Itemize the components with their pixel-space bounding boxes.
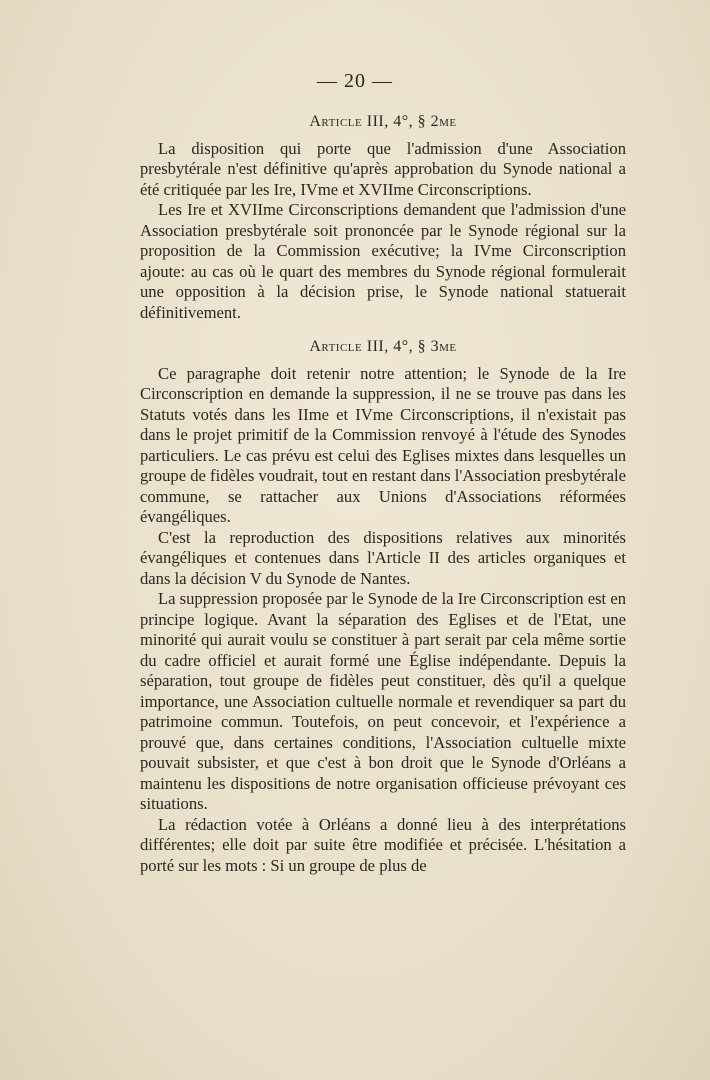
paragraph: La disposition qui porte que l'admission d'une Association presbytérale n'est définitive qu'après approbation du Synode national a été critiquée par les Ire, IVme et XVIIme Circonscriptions.	[140, 138, 626, 199]
page-number: — 20 —	[317, 70, 393, 92]
paragraph: C'est la reproduction des dispositions relatives aux minorités évangéliques et contenues dans l'Article II des articles organiques et dans la décision V du Synode de Nantes.	[140, 527, 626, 588]
paragraph: La rédaction votée à Orléans a donné lieu à des interprétations différentes; elle doit par suite être modifiée et précisée. L'hésitation a porté sur les mots : Si un groupe de plus de	[140, 814, 626, 875]
paragraph: Ce paragraphe doit retenir notre attention; le Synode de la Ire Circonscription en demande la suppression, il ne se trouve pas dans les Statuts votés dans les IIme et IVme Circonscriptions, il n'existait pas dans le projet primitif de la Commission renvoyé à l'étude des Synodes particuliers. Le cas prévu est celui des Eglises mixtes dans lesquelles un groupe de fidèles voudrait, tout en restant dans l'Association presbytérale commune, se rattacher aux Unions d'Associations réformées évangéliques.	[140, 363, 626, 526]
document-body	[140, 112, 626, 876]
paragraph: La suppression proposée par le Synode de la Ire Circonscription est en principe logique. Avant la séparation des Eglises et de l'Etat, une minorité qui aurait voulu se constituer à part serait par cela même sortie du cadre officiel et aurait formé une Église indépendante. Depuis la séparation, tout groupe de fidèles peut constituer, dès qu'il a quelque importance, une Association cultuelle normale et revendiquer sa part du patrimoine commun. Toutefois, on peut concevoir, et l'expérience a prouvé que, dans certaines conditions, l'Association cultuelle mixte pouvait subsister, et que c'est à bon droit que le Synode d'Orléans a maintenu les dispositions de notre organisation officieuse prévoyant ces situations.	[140, 589, 626, 813]
paragraph: Les Ire et XVIIme Circonscriptions demandent que l'admission d'une Association presbytérale soit prononcée par le Synode régional sur la proposition de la Commission exécutive; la IVme Circonscription ajoute: au cas où le quart des membres du Synode régional formulerait une opposition à la décision prise, le Synode national statuerait définitivement.	[140, 200, 626, 322]
article-heading-2: Article III, 4°, § 3me	[309, 338, 457, 355]
article-heading-1: Article III, 4°, § 2me	[309, 113, 457, 130]
